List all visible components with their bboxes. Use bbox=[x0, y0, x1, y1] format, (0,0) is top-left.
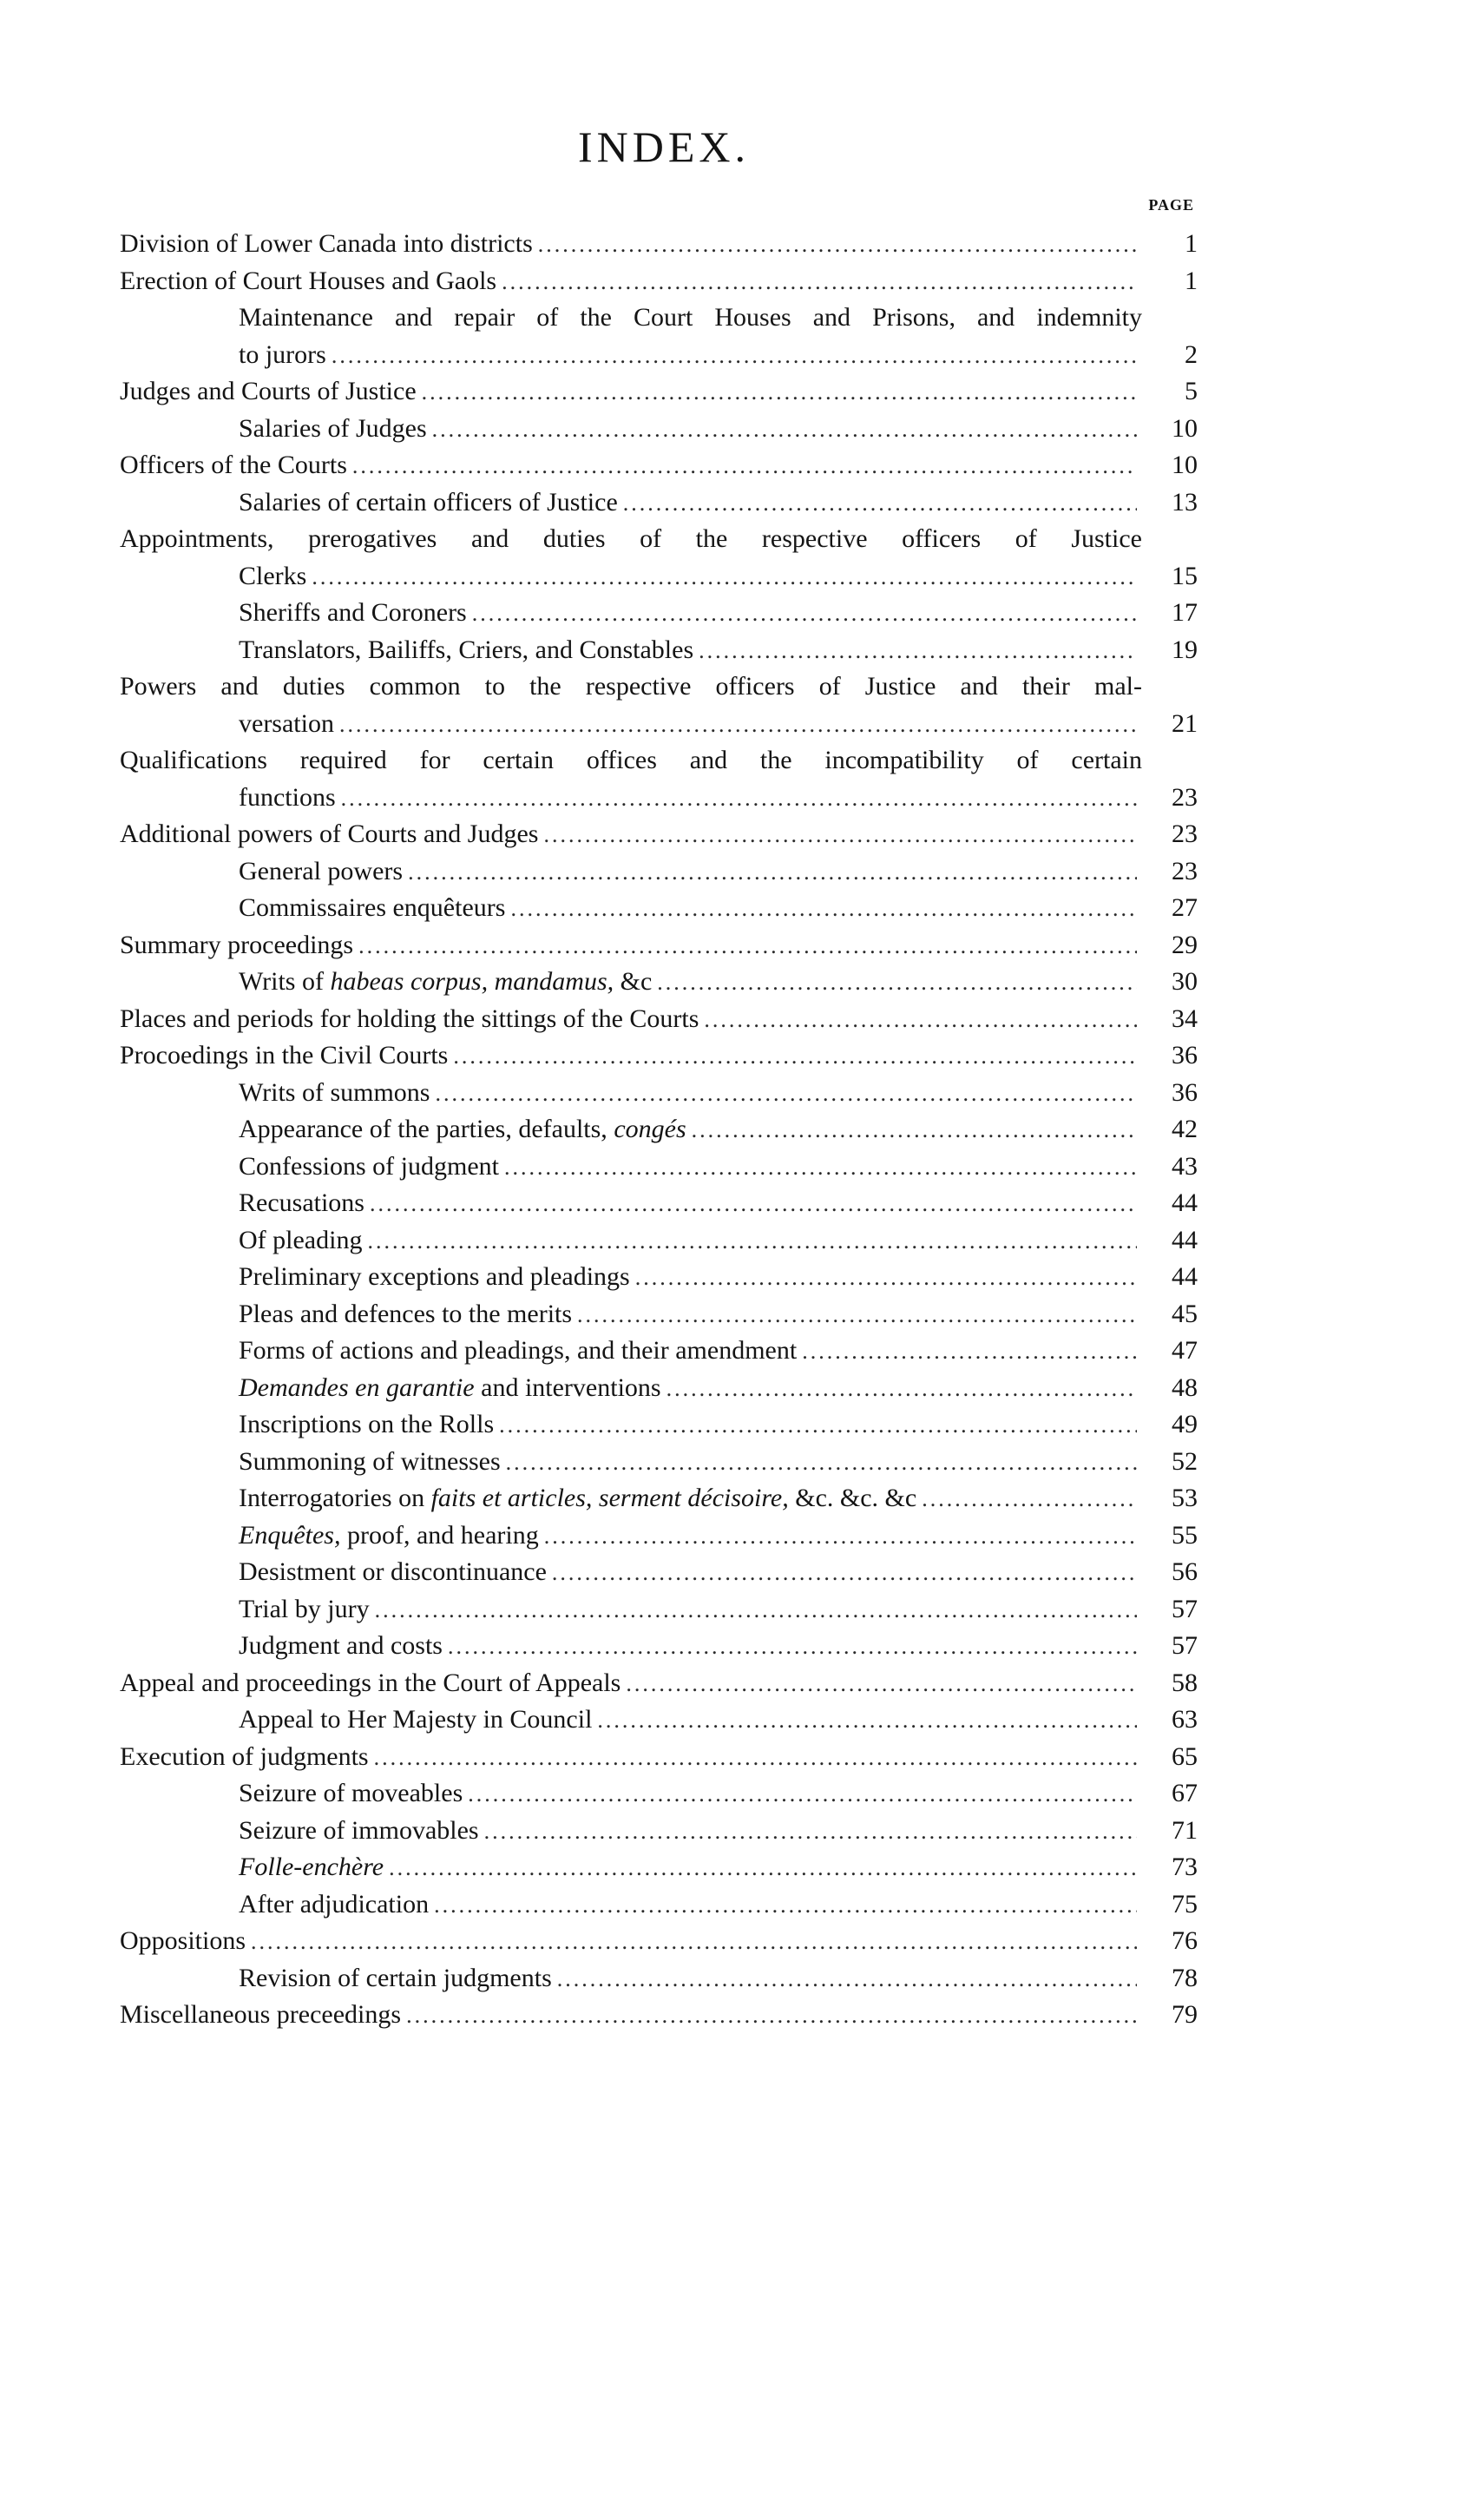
index-entry bbox=[120, 1923, 1198, 1960]
entry-label-line2: Clerks bbox=[239, 561, 307, 590]
index-entry bbox=[120, 632, 1198, 669]
index-entry bbox=[120, 1001, 1198, 1038]
dot-leader bbox=[543, 817, 1137, 854]
index-entry bbox=[120, 1296, 1198, 1333]
entry-label bbox=[239, 1370, 661, 1407]
entry-label bbox=[239, 1185, 364, 1222]
entry-page-number: 1 bbox=[1185, 229, 1198, 258]
index-entry bbox=[120, 742, 1198, 816]
index-entry bbox=[120, 1111, 1198, 1148]
page-title: INDEX. bbox=[577, 122, 751, 171]
index-entry bbox=[120, 1333, 1198, 1370]
entry-label-text: Desistment or discontinuance bbox=[239, 1557, 547, 1586]
entry-label bbox=[239, 1296, 572, 1333]
dot-leader bbox=[502, 264, 1137, 301]
entry-label bbox=[239, 1960, 552, 1998]
entry-label-line1: Qualifications required for certain offices and the incompatibility of certain bbox=[120, 746, 1142, 774]
dot-leader bbox=[375, 1592, 1137, 1629]
index-entry bbox=[120, 1444, 1198, 1481]
dot-leader bbox=[367, 1223, 1137, 1260]
entry-label-text: Sheriffs and Coroners bbox=[239, 598, 467, 627]
entry-label-text: Inscriptions on the Rolls bbox=[239, 1410, 495, 1438]
entry-label bbox=[239, 1444, 501, 1481]
entry-label-text: Revision of certain judgments bbox=[239, 1963, 552, 1992]
entry-label-line1: Maintenance and repair of the Court Houses and Prisons, and indemnity bbox=[239, 303, 1142, 332]
entry-label bbox=[239, 1111, 686, 1148]
index-entry bbox=[120, 1148, 1198, 1186]
entry-label bbox=[120, 816, 538, 853]
entry-page-number: 57 bbox=[1172, 1631, 1198, 1660]
dot-leader bbox=[802, 1333, 1137, 1371]
entry-label bbox=[120, 263, 496, 300]
entry-label-text: Oppositions bbox=[120, 1926, 246, 1955]
entry-label-text: Seizure of immovables bbox=[239, 1815, 479, 1845]
dot-leader bbox=[332, 338, 1137, 375]
entry-page-number: 49 bbox=[1172, 1410, 1198, 1438]
entry-page-number: 65 bbox=[1172, 1741, 1198, 1771]
dot-leader bbox=[435, 1076, 1137, 1113]
dot-leader bbox=[506, 1445, 1137, 1482]
entry-label bbox=[120, 447, 347, 484]
entry-page-number: 75 bbox=[1172, 1889, 1198, 1919]
index-entry bbox=[120, 668, 1198, 742]
index-entry bbox=[120, 853, 1198, 891]
dot-leader bbox=[389, 1850, 1137, 1887]
entry-page-number: 23 bbox=[1172, 856, 1198, 885]
entry-page-number: 45 bbox=[1172, 1299, 1198, 1328]
entry-page-number: 53 bbox=[1172, 1484, 1198, 1512]
index-entry bbox=[120, 1554, 1198, 1591]
entry-label bbox=[239, 1148, 499, 1186]
dot-leader bbox=[406, 1998, 1137, 2035]
dot-leader bbox=[657, 964, 1137, 1002]
index-entry bbox=[120, 1665, 1198, 1702]
entry-page-number: 58 bbox=[1172, 1668, 1198, 1697]
entry-label-text: General powers bbox=[239, 856, 404, 885]
entry-label bbox=[239, 595, 467, 632]
dot-leader bbox=[557, 1961, 1137, 1998]
entry-page-number: 48 bbox=[1172, 1372, 1198, 1402]
entry-label-text: Miscellaneous preceedings bbox=[120, 2000, 402, 2029]
dot-leader bbox=[635, 1260, 1137, 1297]
dot-leader bbox=[432, 411, 1137, 449]
entry-label bbox=[239, 484, 618, 522]
index-entry bbox=[120, 1739, 1198, 1776]
entry-label-text: Appearance of the parties, defaults, bbox=[239, 1115, 614, 1143]
entry-label bbox=[239, 632, 693, 669]
entry-label bbox=[120, 1923, 246, 1960]
entry-label bbox=[239, 1480, 916, 1517]
entry-label-italic: Demandes en garantie bbox=[239, 1372, 475, 1402]
entry-label-text: Summoning of witnesses bbox=[239, 1446, 501, 1476]
index-entry bbox=[120, 1813, 1198, 1850]
dot-leader bbox=[422, 374, 1137, 411]
dot-leader bbox=[374, 1740, 1137, 1777]
index-entry bbox=[120, 964, 1198, 1001]
entry-page-number: 57 bbox=[1172, 1594, 1198, 1623]
entry-label bbox=[239, 1886, 429, 1924]
entry-page-number: 43 bbox=[1172, 1151, 1198, 1181]
entry-page-number: 2 bbox=[1185, 339, 1198, 369]
index-entry bbox=[120, 1259, 1198, 1296]
dot-leader bbox=[484, 1813, 1137, 1851]
dot-leader bbox=[468, 1776, 1137, 1813]
entry-label bbox=[239, 1554, 547, 1591]
entry-label-text: Places and periods for holding the sittings of the Courts bbox=[120, 1004, 699, 1033]
entry-page-number: 78 bbox=[1172, 1963, 1198, 1992]
dot-leader bbox=[352, 448, 1137, 485]
dot-leader bbox=[922, 1481, 1137, 1518]
entry-label-line2: functions bbox=[239, 782, 336, 812]
entry-label-text: Confessions of judgment bbox=[239, 1151, 499, 1181]
index-entry bbox=[120, 1037, 1198, 1075]
dot-leader bbox=[692, 1112, 1137, 1149]
index-entry bbox=[120, 1370, 1198, 1407]
entry-label-after: &c. &c. &c bbox=[788, 1484, 917, 1512]
dot-leader bbox=[341, 780, 1137, 818]
entry-continuation bbox=[120, 337, 1198, 374]
entry-label bbox=[120, 1739, 369, 1776]
entry-label bbox=[120, 1997, 401, 2034]
entry-page-number: 5 bbox=[1185, 377, 1198, 405]
entry-label-text: Writs of bbox=[239, 967, 331, 996]
index-entry bbox=[120, 299, 1198, 373]
dot-leader bbox=[510, 891, 1137, 928]
entry-label bbox=[239, 1813, 479, 1850]
entry-page-number: 73 bbox=[1172, 1853, 1198, 1881]
index-entry bbox=[120, 1701, 1198, 1739]
index-entry bbox=[120, 1775, 1198, 1813]
entry-label bbox=[239, 1775, 463, 1813]
entry-page-number: 42 bbox=[1172, 1115, 1198, 1143]
entry-label-text: Forms of actions and pleadings, and their amendment bbox=[239, 1336, 798, 1365]
entry-label-line2: versation bbox=[239, 708, 334, 738]
page-column-header: PAGE bbox=[1148, 196, 1194, 214]
dot-leader bbox=[499, 1407, 1137, 1445]
entry-label bbox=[239, 1333, 797, 1370]
index-entry bbox=[120, 1222, 1198, 1260]
index-entry bbox=[120, 521, 1198, 595]
entry-label-text: Division of Lower Canada into districts bbox=[120, 229, 533, 258]
entry-label-italic: habeas corpus, mandamus, bbox=[330, 967, 614, 996]
entry-label bbox=[239, 890, 505, 927]
entry-label bbox=[120, 927, 353, 964]
entry-page-number: 44 bbox=[1172, 1225, 1198, 1254]
index-entry bbox=[120, 1517, 1198, 1555]
entry-label bbox=[239, 1406, 494, 1444]
entry-label bbox=[239, 964, 652, 1001]
entry-label bbox=[239, 1701, 592, 1739]
entry-label-text: Seizure of moveables bbox=[239, 1779, 463, 1807]
index-entry bbox=[120, 1628, 1198, 1665]
dot-leader bbox=[552, 1555, 1137, 1592]
index-entry bbox=[120, 1960, 1198, 1998]
entry-label-text: Pleas and defences to the merits bbox=[239, 1299, 573, 1328]
index-entry bbox=[120, 595, 1198, 632]
entry-page-number: 1 bbox=[1185, 266, 1198, 295]
entry-label bbox=[120, 226, 533, 263]
entry-page-number: 19 bbox=[1172, 635, 1198, 664]
entry-label bbox=[239, 1222, 362, 1260]
entry-label bbox=[239, 411, 427, 448]
entry-continuation bbox=[120, 780, 1198, 817]
entry-page-number: 34 bbox=[1172, 1004, 1198, 1033]
entry-label bbox=[239, 1591, 370, 1629]
entry-page-number: 71 bbox=[1172, 1815, 1198, 1845]
index-entry bbox=[120, 1591, 1198, 1629]
entry-label-text: Officers of the Courts bbox=[120, 451, 347, 479]
dot-leader bbox=[358, 928, 1137, 965]
entry-page-number: 79 bbox=[1172, 2000, 1198, 2029]
index-entry bbox=[120, 263, 1198, 300]
index-entry bbox=[120, 890, 1198, 927]
entry-label-text: Execution of judgments bbox=[120, 1741, 369, 1771]
entry-label bbox=[120, 373, 417, 411]
entry-page-number: 23 bbox=[1172, 782, 1198, 812]
dot-leader bbox=[704, 1002, 1137, 1039]
entry-label bbox=[120, 1037, 448, 1075]
dot-leader bbox=[434, 1887, 1137, 1925]
entry-label bbox=[239, 1517, 539, 1555]
entry-page-number: 13 bbox=[1172, 487, 1198, 517]
index-entry bbox=[120, 816, 1198, 853]
dot-leader bbox=[504, 1149, 1137, 1187]
index-entry bbox=[120, 226, 1198, 263]
entry-label bbox=[120, 1665, 621, 1702]
entry-label-text: Erection of Court Houses and Gaols bbox=[120, 266, 497, 295]
entry-label-text: Of pleading bbox=[239, 1225, 363, 1254]
entry-label-after: and interventions bbox=[474, 1372, 661, 1402]
entry-label-italic: faits et articles, serment décisoire, bbox=[430, 1484, 789, 1512]
entry-page-number: 67 bbox=[1172, 1779, 1198, 1807]
dot-leader bbox=[626, 1666, 1137, 1703]
entry-page-number: 23 bbox=[1172, 819, 1198, 848]
entry-page-number: 21 bbox=[1172, 708, 1198, 738]
dot-leader bbox=[544, 1518, 1137, 1556]
entry-page-number: 44 bbox=[1172, 1188, 1198, 1217]
entry-label-text: Writs of summons bbox=[239, 1077, 430, 1107]
dot-leader bbox=[623, 485, 1137, 523]
entry-page-number: 63 bbox=[1172, 1705, 1198, 1734]
entry-page-number: 52 bbox=[1172, 1446, 1198, 1476]
dot-leader bbox=[251, 1924, 1137, 1961]
dot-leader bbox=[577, 1297, 1137, 1334]
entry-label-text: Appeal and proceedings in the Court of Appeals bbox=[120, 1668, 621, 1697]
entry-page-number: 56 bbox=[1172, 1557, 1198, 1586]
dot-leader bbox=[538, 227, 1137, 264]
entry-label-line2: to jurors bbox=[239, 339, 326, 369]
entry-label-text: Recusations bbox=[239, 1188, 364, 1217]
entry-page-number: 55 bbox=[1172, 1520, 1198, 1550]
entry-continuation bbox=[120, 558, 1198, 596]
entry-label-text: Trial by jury bbox=[239, 1594, 370, 1623]
entry-page-number: 76 bbox=[1172, 1926, 1198, 1955]
dot-leader bbox=[597, 1702, 1137, 1740]
entry-label-line1: Powers and duties common to the respective officers of Justice and their mal- bbox=[120, 672, 1142, 701]
index-entry bbox=[120, 927, 1198, 964]
index-entry bbox=[120, 1075, 1198, 1112]
entry-label-after: proof, and hearing bbox=[340, 1520, 539, 1550]
index-entry bbox=[120, 447, 1198, 484]
entry-page-number: 15 bbox=[1172, 561, 1198, 590]
entry-label bbox=[120, 1001, 699, 1038]
entry-page-number: 36 bbox=[1172, 1041, 1198, 1070]
dot-leader bbox=[339, 707, 1137, 744]
index-entry bbox=[120, 1886, 1198, 1924]
dot-leader bbox=[699, 633, 1137, 670]
index-entry bbox=[120, 373, 1198, 411]
index-entry bbox=[120, 1849, 1198, 1886]
index-entry bbox=[120, 484, 1198, 522]
entry-page-number: 27 bbox=[1172, 893, 1198, 922]
index-entry bbox=[120, 1185, 1198, 1222]
index-list bbox=[120, 226, 1198, 2034]
entry-label-line1: Appointments, prerogatives and duties of the respective officers of Justice bbox=[120, 524, 1142, 553]
dot-leader bbox=[453, 1038, 1137, 1076]
entry-label-after: &c bbox=[614, 967, 653, 996]
index-entry bbox=[120, 1997, 1198, 2034]
entry-label-text: After adjudication bbox=[239, 1889, 430, 1919]
entry-label-text: Additional powers of Courts and Judges bbox=[120, 819, 539, 848]
entry-label-text: Appeal to Her Majesty in Council bbox=[239, 1705, 593, 1734]
entry-page-number: 29 bbox=[1172, 930, 1198, 959]
entry-page-number: 10 bbox=[1172, 451, 1198, 479]
entry-continuation bbox=[120, 706, 1198, 743]
entry-page-number: 44 bbox=[1172, 1262, 1198, 1291]
entry-label bbox=[239, 1849, 384, 1886]
entry-label-text: Salaries of Judges bbox=[239, 413, 427, 443]
dot-leader bbox=[408, 854, 1137, 892]
entry-page-number: 36 bbox=[1172, 1077, 1198, 1107]
entry-label-italic: Enquêtes, bbox=[239, 1520, 341, 1550]
entry-label-italic: congés bbox=[614, 1115, 686, 1143]
entry-page-number: 10 bbox=[1172, 413, 1198, 443]
entry-label-text: Judgment and costs bbox=[239, 1631, 443, 1660]
entry-label-italic: Folle-enchère bbox=[239, 1853, 384, 1881]
dot-leader bbox=[312, 559, 1137, 596]
entry-label-text: Salaries of certain officers of Justice bbox=[239, 487, 618, 517]
dot-leader bbox=[448, 1629, 1137, 1666]
entry-label-text: Interrogatories on bbox=[239, 1484, 431, 1512]
entry-label-text: Procoedings in the Civil Courts bbox=[120, 1041, 449, 1070]
entry-page-number: 17 bbox=[1172, 598, 1198, 627]
dot-leader bbox=[666, 1371, 1137, 1408]
dot-leader bbox=[472, 596, 1137, 633]
entry-page-number: 47 bbox=[1172, 1336, 1198, 1365]
index-entry bbox=[120, 411, 1198, 448]
entry-label-text: Preliminary exceptions and pleadings bbox=[239, 1262, 630, 1291]
entry-label bbox=[239, 1075, 430, 1112]
entry-label bbox=[239, 1259, 630, 1296]
entry-label-text: Translators, Bailiffs, Criers, and Constables bbox=[239, 635, 694, 664]
index-entry bbox=[120, 1480, 1198, 1517]
dot-leader bbox=[370, 1186, 1137, 1223]
entry-label bbox=[239, 1628, 443, 1665]
entry-page-number: 30 bbox=[1172, 967, 1198, 996]
index-entry bbox=[120, 1406, 1198, 1444]
entry-label-text: Judges and Courts of Justice bbox=[120, 377, 417, 405]
entry-label bbox=[239, 853, 403, 891]
entry-label-text: Summary proceedings bbox=[120, 930, 354, 959]
entry-label-text: Commissaires enquêteurs bbox=[239, 893, 506, 922]
